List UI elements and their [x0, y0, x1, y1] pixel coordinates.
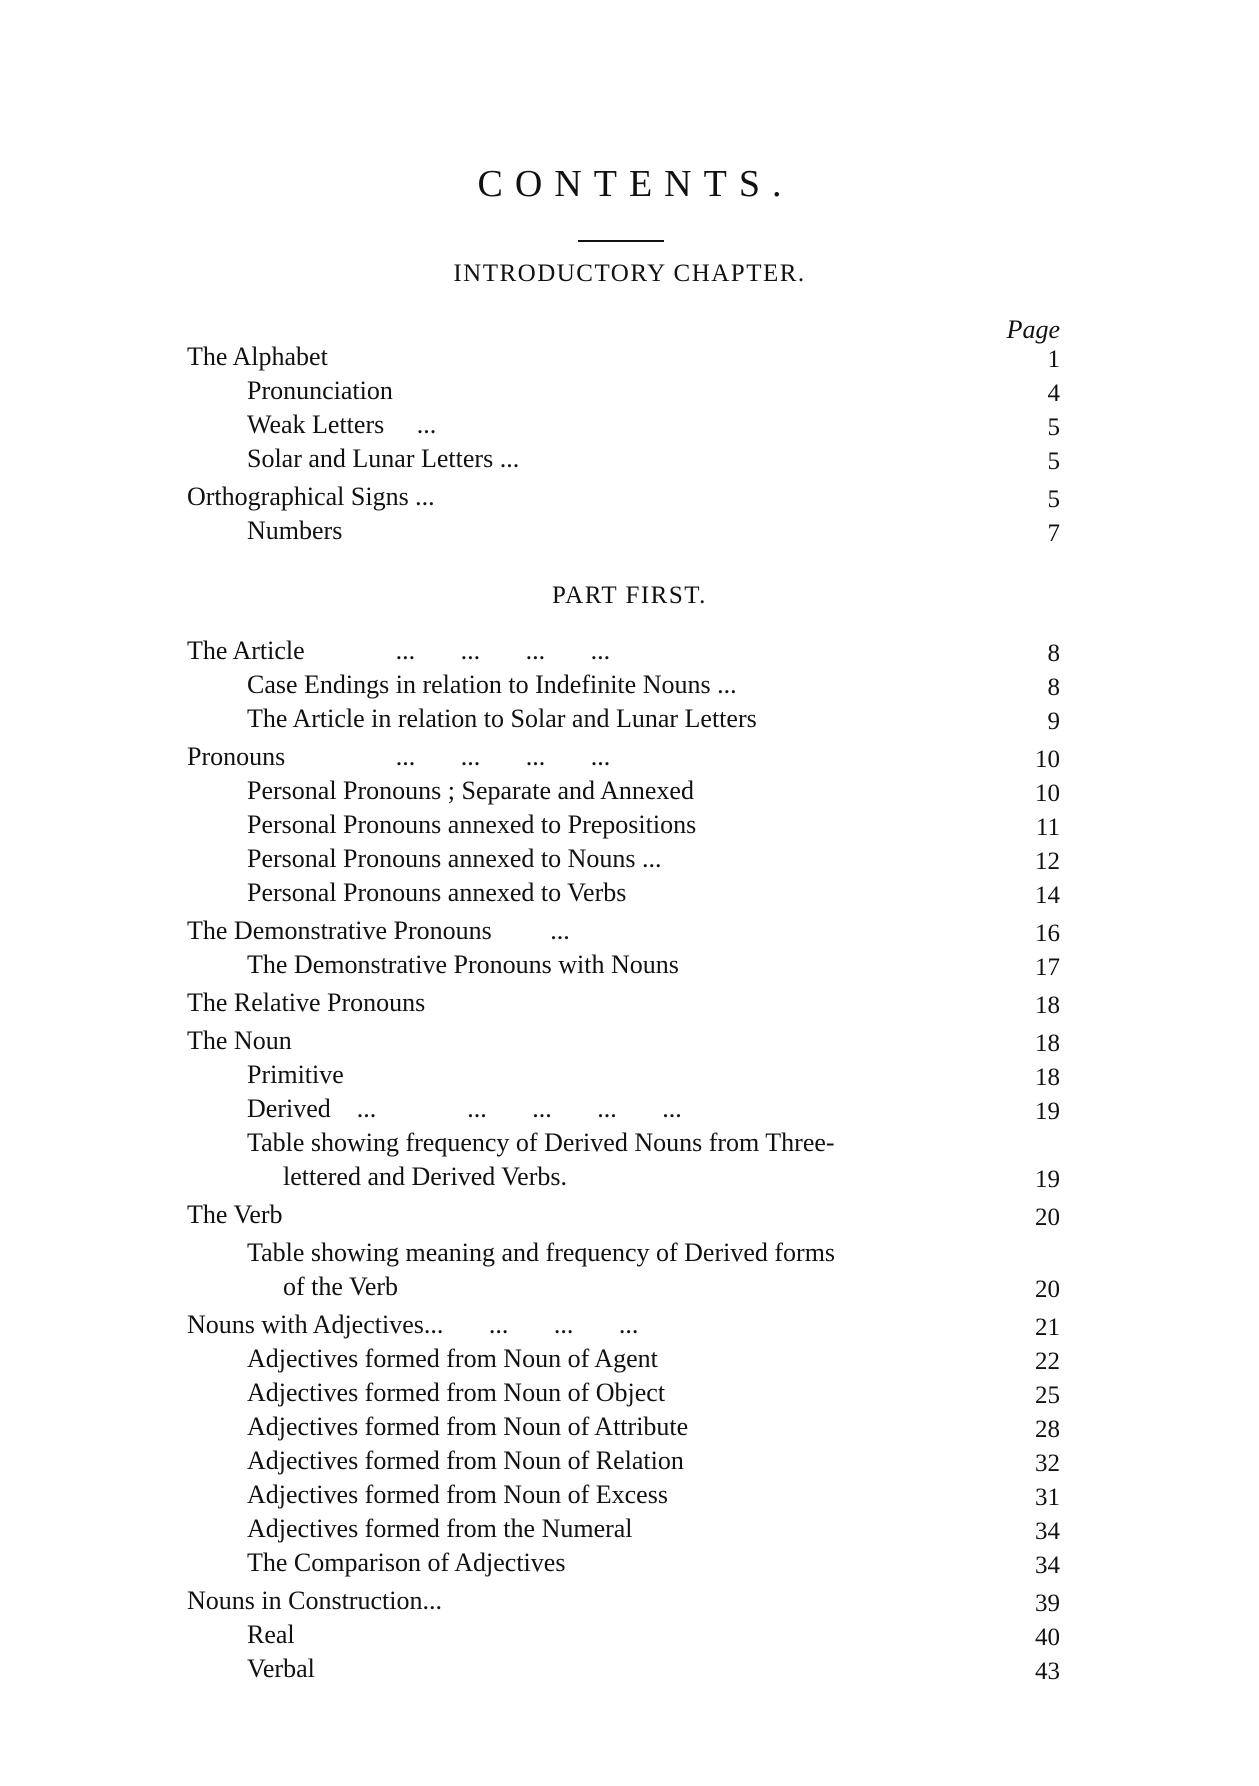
toc-entry-text: The Demonstrative Pronouns with Nouns [247, 950, 679, 979]
page-title: CONTENTS. [477, 163, 794, 205]
toc-entry [0, 948, 1259, 982]
toc-entry-page: 20 [1035, 1204, 1060, 1231]
toc-entry-page: 18 [1035, 1030, 1060, 1057]
toc-entry [0, 702, 1259, 736]
toc-entry-page: 5 [1047, 486, 1060, 513]
toc-entry [0, 1618, 1259, 1652]
toc-entry-text: The Demonstrative Pronouns ... [187, 916, 570, 945]
toc-entry [0, 1198, 1259, 1232]
toc-entry-text: The Noun [187, 1026, 292, 1055]
toc-entry-text: The Article ... ... ... ... [187, 636, 611, 665]
intro-chapter-heading: INTRODUCTORY CHAPTER. [453, 260, 806, 287]
toc-entry-text: Table showing meaning and frequency of Derived forms [247, 1238, 836, 1267]
toc-entry-page: 8 [1047, 640, 1060, 667]
toc-entry [0, 480, 1259, 514]
toc-entry-text: Adjectives formed from Noun of Agent [247, 1344, 658, 1373]
toc-entry-text: Personal Pronouns annexed to Nouns ... [247, 844, 662, 873]
toc-entry [0, 1024, 1259, 1058]
toc-entry [0, 374, 1259, 408]
toc-entry [0, 1444, 1259, 1478]
toc-entry-page: 19 [1035, 1166, 1060, 1193]
toc-entry-text: Table showing frequency of Derived Nouns from Three- [247, 1128, 835, 1157]
toc-entry-page: 40 [1035, 1624, 1060, 1651]
toc-entry-text: Adjectives formed from Noun of Relation [247, 1446, 684, 1475]
title-rule [578, 240, 664, 242]
toc-entry-page: 19 [1035, 1098, 1060, 1125]
toc-entry [0, 514, 1259, 548]
toc-entry-text: Primitive [247, 1060, 344, 1089]
toc-entry-page: 18 [1035, 1064, 1060, 1091]
toc-entry-page: 34 [1035, 1552, 1060, 1579]
toc-entry [0, 1236, 1259, 1270]
toc-entry-text: Personal Pronouns annexed to Verbs [247, 878, 627, 907]
toc-entry-text: Verbal [247, 1654, 315, 1683]
toc-entry-text: The Verb [187, 1200, 283, 1229]
toc-entry [0, 634, 1259, 668]
toc-entry [0, 808, 1259, 842]
toc-entry-page: 14 [1035, 882, 1060, 909]
toc-entry-page: 4 [1047, 380, 1060, 407]
toc-entry-text: Real [247, 1620, 295, 1649]
toc-entry-text: Personal Pronouns ; Separate and Annexed [247, 776, 694, 805]
toc-entry-page: 21 [1035, 1314, 1060, 1341]
toc-entry [0, 408, 1259, 442]
part-first-heading: PART FIRST. [552, 582, 707, 609]
toc-entry [0, 668, 1259, 702]
toc-entry [0, 1546, 1259, 1580]
toc-entry-page: 8 [1047, 674, 1060, 701]
toc-entry [0, 914, 1259, 948]
toc-entry [0, 1478, 1259, 1512]
toc-entry [0, 340, 1259, 374]
toc-entry [0, 986, 1259, 1020]
toc-entry-page: 10 [1035, 780, 1060, 807]
toc-entry [0, 1092, 1259, 1126]
toc-entry-page: 11 [1035, 814, 1060, 841]
toc-entry-text: Pronunciation [247, 376, 393, 405]
toc-entry-page: 34 [1035, 1518, 1060, 1545]
toc-entry-text: The Comparison of Adjectives [247, 1548, 566, 1577]
toc-entry [0, 1652, 1259, 1686]
toc-entry-page: 5 [1047, 448, 1060, 475]
toc-entry-text: lettered and Derived Verbs. [283, 1162, 567, 1191]
toc-entry [0, 1512, 1259, 1546]
toc-entry-page: 12 [1035, 848, 1060, 875]
toc-entry-page: 5 [1047, 414, 1060, 441]
toc-entry-page: 25 [1035, 1382, 1060, 1409]
toc-entry-text: Numbers [247, 516, 343, 545]
toc-entry-page: 22 [1035, 1348, 1060, 1375]
toc-entry [0, 1160, 1259, 1194]
toc-entry-page: 1 [1047, 346, 1060, 373]
toc-entry [0, 1376, 1259, 1410]
toc-entry [0, 1308, 1259, 1342]
toc-entry-page: 17 [1035, 954, 1060, 981]
toc-entry-text: Adjectives formed from Noun of Excess [247, 1480, 668, 1509]
toc-entry-text: Weak Letters ... [247, 410, 437, 439]
toc-entry-page: 9 [1047, 708, 1060, 735]
toc-entry-page: 28 [1035, 1416, 1060, 1443]
toc-entry-text: Adjectives formed from the Numeral [247, 1514, 633, 1543]
page-column-label: Page [1006, 315, 1060, 344]
toc-entry-page: 43 [1035, 1658, 1060, 1685]
toc-entry-text: Case Endings in relation to Indefinite Nouns ... [247, 670, 737, 699]
toc-entry [0, 1410, 1259, 1444]
toc-entry [0, 1584, 1259, 1618]
toc-entry-text: Nouns with Adjectives... ... ... ... [187, 1310, 639, 1339]
toc-entry-text: of the Verb [283, 1272, 399, 1301]
toc-entry [0, 774, 1259, 808]
toc-entry-page: 31 [1035, 1484, 1060, 1511]
toc-entry-page: 18 [1035, 992, 1060, 1019]
toc-entry-text: The Article in relation to Solar and Lunar Letters [247, 704, 757, 733]
toc-entry [0, 1058, 1259, 1092]
toc-entry [0, 1126, 1259, 1160]
toc-entry-text: The Relative Pronouns [187, 988, 426, 1017]
toc-entry-page: 20 [1035, 1276, 1060, 1303]
toc-entry [0, 442, 1259, 476]
toc-entry-text: The Alphabet [187, 342, 328, 371]
toc-entry [0, 740, 1259, 774]
toc-entry-text: Personal Pronouns annexed to Prepositions [247, 810, 697, 839]
toc-entry-text: Solar and Lunar Letters ... [247, 444, 520, 473]
toc-entry-page: 32 [1035, 1450, 1060, 1477]
toc-entry-text: Adjectives formed from Noun of Object [247, 1378, 666, 1407]
toc-entry-text: Pronouns ... ... ... ... [187, 742, 611, 771]
toc-entry-page: 39 [1035, 1590, 1060, 1617]
toc-entry [0, 876, 1259, 910]
toc-entry-page: 7 [1047, 520, 1060, 547]
toc-entry [0, 1342, 1259, 1376]
toc-entry-text: Nouns in Construction... [187, 1586, 442, 1615]
toc-entry-text: Derived ... ... ... ... ... [247, 1094, 682, 1123]
toc-entry-page: 10 [1035, 746, 1060, 773]
toc-entry [0, 1270, 1259, 1304]
toc-entry-text: Orthographical Signs ... [187, 482, 435, 511]
toc-entry-text: Adjectives formed from Noun of Attribute [247, 1412, 689, 1441]
toc-entry-page: 16 [1035, 920, 1060, 947]
toc-entry [0, 842, 1259, 876]
